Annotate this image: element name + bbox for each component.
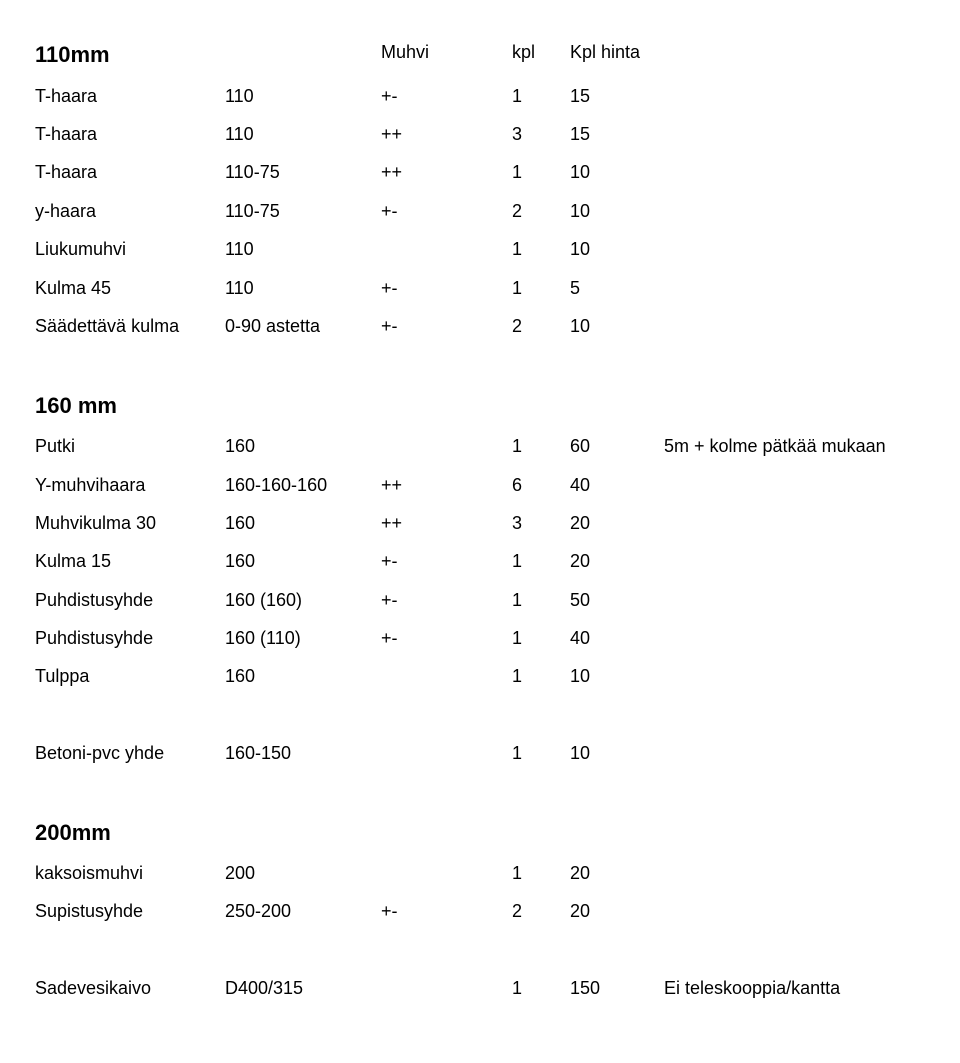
table-row (0, 311, 960, 341)
cell-name: Puhdistusyhde (35, 628, 154, 648)
cell-muhvi: +- (381, 628, 398, 648)
cell-kpl: 1 (512, 743, 523, 763)
table-row (0, 157, 960, 187)
cell-name: Kulma 45 (35, 278, 112, 298)
cell-kpl: 1 (512, 278, 523, 298)
cell-muhvi: +- (381, 590, 398, 610)
cell-kpl: 1 (512, 86, 523, 106)
table-row (0, 585, 960, 615)
cell-muhvi: +- (381, 901, 398, 921)
table-row (0, 470, 960, 500)
column-header-muhvi: Muhvi (381, 42, 430, 62)
section-heading-160mm (0, 391, 960, 421)
cell-kpl: 3 (512, 124, 523, 144)
cell-size: 160 (225, 551, 256, 571)
table-row (0, 508, 960, 538)
section-heading-110mm (0, 40, 960, 70)
cell-size: 110-75 (225, 201, 280, 221)
cell-size: 0-90 astetta (225, 316, 321, 336)
cell-size: 200 (225, 863, 256, 883)
section-heading-200mm (0, 818, 960, 848)
cell-price: 10 (570, 666, 591, 686)
cell-kpl: 1 (512, 978, 523, 998)
cell-kpl: 1 (512, 551, 523, 571)
cell-size: 160-150 (225, 743, 292, 763)
cell-muhvi: +- (381, 316, 398, 336)
cell-name: Sadevesikaivo (35, 978, 152, 998)
cell-name: Liukumuhvi (35, 239, 127, 259)
cell-note: Ei teleskooppia/kantta (664, 978, 841, 998)
cell-kpl: 3 (512, 513, 523, 533)
cell-name: Putki (35, 436, 76, 456)
cell-name: Muhvikulma 30 (35, 513, 157, 533)
cell-kpl: 1 (512, 162, 523, 182)
cell-size: 110 (225, 124, 254, 144)
table-row (0, 196, 960, 226)
cell-kpl: 2 (512, 201, 523, 221)
cell-name: Supistusyhde (35, 901, 144, 921)
table-row (0, 896, 960, 926)
cell-muhvi: ++ (381, 475, 403, 495)
cell-muhvi: +- (381, 86, 398, 106)
cell-price: 150 (570, 978, 601, 998)
cell-kpl: 1 (512, 239, 523, 259)
table-row (0, 119, 960, 149)
cell-muhvi: ++ (381, 124, 403, 144)
cell-size: 110 (225, 86, 254, 106)
cell-size: 250-200 (225, 901, 292, 921)
cell-kpl: 6 (512, 475, 523, 495)
table-row (0, 858, 960, 888)
cell-size: 160 (225, 513, 256, 533)
cell-price: 20 (570, 551, 591, 571)
cell-price: 15 (570, 86, 591, 106)
cell-muhvi: +- (381, 278, 398, 298)
cell-price: 10 (570, 201, 591, 221)
cell-size: 160 (160) (225, 590, 303, 610)
table-row (0, 973, 960, 1003)
cell-price: 40 (570, 628, 591, 648)
cell-name: Puhdistusyhde (35, 590, 154, 610)
cell-kpl: 1 (512, 666, 523, 686)
cell-name: kaksoismuhvi (35, 863, 144, 883)
cell-price: 40 (570, 475, 591, 495)
cell-muhvi: +- (381, 201, 398, 221)
table-row (0, 234, 960, 264)
cell-size: 160 (225, 666, 256, 686)
cell-price: 15 (570, 124, 591, 144)
cell-size: 160 (110) (225, 628, 301, 648)
cell-price: 10 (570, 162, 591, 182)
table-row (0, 81, 960, 111)
cell-muhvi: ++ (381, 162, 403, 182)
cell-name: y-haara (35, 201, 97, 221)
cell-size: 110 (225, 239, 254, 259)
cell-price: 60 (570, 436, 591, 456)
cell-muhvi: +- (381, 551, 398, 571)
cell-kpl: 2 (512, 901, 523, 921)
cell-price: 10 (570, 239, 591, 259)
cell-kpl: 1 (512, 628, 523, 648)
cell-muhvi: ++ (381, 513, 403, 533)
table-row (0, 661, 960, 691)
cell-size: D400/315 (225, 978, 304, 998)
cell-kpl: 1 (512, 590, 523, 610)
cell-name: Kulma 15 (35, 551, 112, 571)
section-title: 110mm (35, 42, 110, 67)
cell-price: 20 (570, 863, 591, 883)
section-title: 200mm (35, 820, 111, 845)
cell-size: 160 (225, 436, 256, 456)
cell-price: 50 (570, 590, 591, 610)
cell-name: Betoni-pvc yhde (35, 743, 165, 763)
cell-name: Tulppa (35, 666, 90, 686)
cell-price: 10 (570, 316, 591, 336)
cell-name: T-haara (35, 124, 98, 144)
section-title: 160 mm (35, 393, 117, 418)
table-row (0, 546, 960, 576)
column-header-kpl-hinta: Kpl hinta (570, 42, 641, 62)
cell-size: 110-75 (225, 162, 280, 182)
cell-price: 20 (570, 901, 591, 921)
table-row (0, 431, 960, 461)
cell-kpl: 2 (512, 316, 523, 336)
cell-kpl: 1 (512, 436, 523, 456)
table-row (0, 273, 960, 303)
cell-kpl: 1 (512, 863, 523, 883)
cell-name: T-haara (35, 86, 98, 106)
cell-price: 10 (570, 743, 591, 763)
cell-name: Y-muhvihaara (35, 475, 146, 495)
table-row (0, 738, 960, 768)
cell-price: 5 (570, 278, 581, 298)
cell-name: Säädettävä kulma (35, 316, 180, 336)
cell-size: 160-160-160 (225, 475, 328, 495)
cell-name: T-haara (35, 162, 98, 182)
table-row (0, 623, 960, 653)
column-header-kpl: kpl (512, 42, 536, 62)
cell-note: 5m + kolme pätkää mukaan (664, 436, 886, 456)
cell-price: 20 (570, 513, 591, 533)
cell-size: 110 (225, 278, 254, 298)
